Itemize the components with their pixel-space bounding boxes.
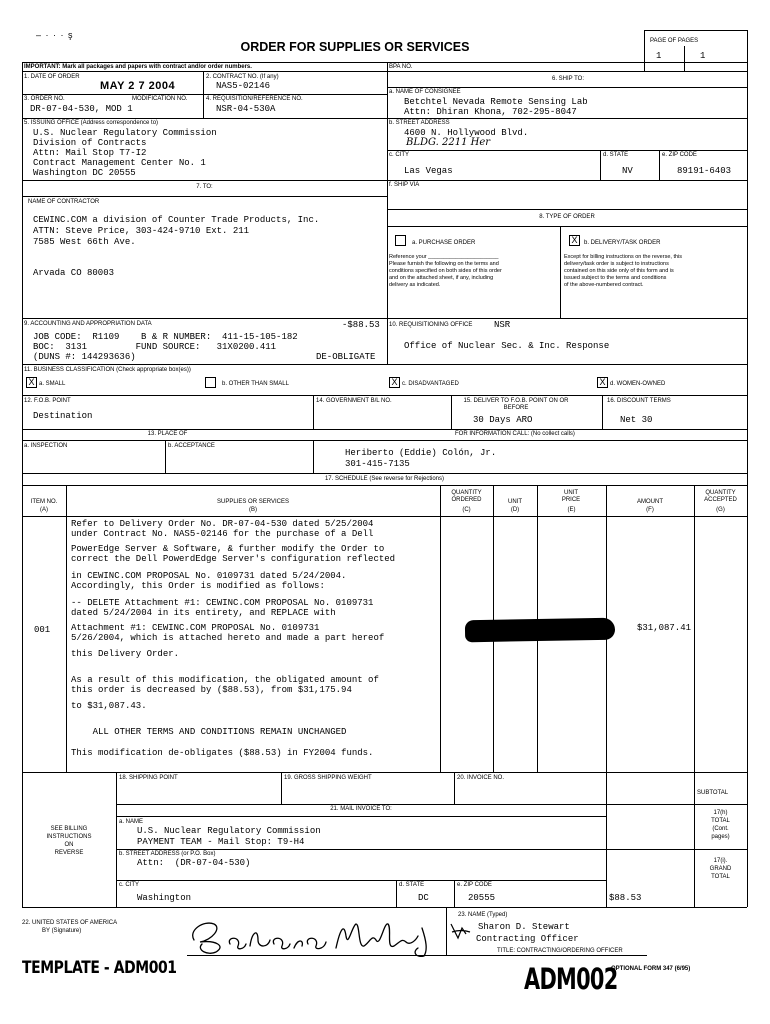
delivery-order-text-1: Except for billing instructions on the reverse, this: [564, 254, 683, 260]
info-phone: 301-415-7135: [345, 459, 410, 469]
accounting-line-1: JOB CODE: R1109 B & R NUMBER: 411-15-105-182: [33, 332, 298, 342]
schedule-text-1b: under Contract No. NAS5-02146 for the purchase of a Dell: [71, 529, 374, 539]
total-17h-1: 17(h): [713, 810, 728, 816]
purchase-order-checkbox[interactable]: [395, 235, 406, 246]
grand-total-17i-3: TOTAL: [711, 874, 730, 880]
requisition-label: 4. REQUISITION/REFERENCE NO.: [206, 96, 303, 102]
col-qty-accepted: QUANTITY ACCEPTED: [704, 490, 737, 503]
see-billing-3: ON: [64, 842, 74, 848]
mail-city-value: Washington: [137, 893, 192, 903]
mail-street-value: Attn: (DR-07-04-530): [137, 858, 251, 868]
deobligate-text: DE-OBLIGATE: [316, 352, 376, 362]
accounting-line-2: BOC: 3131 FUND SOURCE: 31X0200.411: [33, 342, 277, 352]
col-qty-c: (C): [462, 507, 471, 513]
order-no-label: 3. ORDER NO.: [24, 96, 65, 102]
gov-bl-label: 14. GOVERNMENT B/L NO.: [316, 398, 392, 404]
accounting-line-3: (DUNS #: 144293636): [33, 352, 136, 362]
optional-form-label: OPTIONAL FORM 347 (6/95): [611, 966, 691, 972]
mail-state-value: DC: [418, 893, 429, 903]
issuing-office-line-3: Attn: Mail Stop T7-I2: [33, 148, 147, 158]
signature-drawing: [186, 910, 456, 960]
invoice-no-label: 20. INVOICE NO.: [457, 775, 505, 781]
bpa-label: BPA NO.: [389, 64, 413, 70]
contractor-name-label: NAME OF CONTRACTOR: [28, 199, 100, 205]
subtotal-label: SUBTOTAL: [697, 790, 729, 796]
template-label: TEMPLATE - ADM001: [22, 958, 177, 978]
issuing-office-label: 5. ISSUING OFFICE (Address correspondence to): [24, 120, 159, 126]
gross-weight-label: 19. GROSS SHIPPING WEIGHT: [284, 775, 372, 781]
grand-total-17i-1: 17(i).: [713, 858, 728, 864]
col-unit: UNIT: [508, 499, 522, 505]
col-unit-price: UNIT PRICE: [561, 490, 581, 503]
fob-point-value: Destination: [33, 411, 93, 421]
form-title: ORDER FOR SUPPLIES OR SERVICES: [240, 40, 470, 54]
inspection-label: a. INSPECTION: [24, 443, 68, 449]
other-than-small-checkbox[interactable]: [205, 377, 216, 388]
delivery-task-order-label: b. DELIVERY/TASK ORDER: [584, 240, 661, 246]
delivery-order-text-3: contained on this side only of this form and is: [564, 268, 674, 274]
col-item-a: (A): [40, 507, 48, 513]
by-signature-label: BY (Signature): [42, 928, 82, 934]
zip-value: 89191-6403: [677, 166, 732, 176]
col-item-no: ITEM NO.: [30, 499, 58, 505]
schedule-text-2b: correct the Dell PowerdEdge Server's configuration reflected: [71, 554, 396, 564]
schedule-text-9: ALL OTHER TERMS AND CONDITIONS REMAIN UNCHANGED: [71, 727, 347, 737]
info-name: Heriberto (Eddie) Colón, Jr.: [345, 448, 497, 458]
contractor-city: Arvada CO 80003: [33, 268, 115, 278]
contractor-line-2: ATTN: Steve Price, 303-424-9710 Ext. 211: [33, 226, 250, 236]
mail-city-label: c. CITY: [119, 882, 140, 888]
contractor-line-1: CEWINC.COM a division of Counter Trade Products, Inc.: [33, 215, 320, 225]
issuing-office-line-5: Washington DC 20555: [33, 168, 136, 178]
place-of-label: 13. PLACE OF: [147, 431, 188, 437]
initials-mark: [448, 918, 472, 942]
title-label: TITLE: CONTRACTING/ORDERING OFFICER: [497, 948, 623, 954]
mail-street-label: b. STREET ADDRESS (or P.O. Box): [119, 851, 216, 857]
disadvantaged-checkbox[interactable]: X: [389, 377, 400, 388]
amount-value: $31,087.41: [637, 623, 692, 633]
order-no-value: DR-07-04-530, MOD 1: [30, 104, 133, 114]
mail-zip-label: e. ZIP CODE: [457, 882, 492, 888]
mail-name-line-2: PAYMENT TEAM - Mail Stop: T9-H4: [137, 837, 305, 847]
state-value: NV: [622, 166, 633, 176]
requisitioning-office-code: NSR: [494, 320, 511, 330]
typed-name-label: 23. NAME (Typed): [458, 912, 508, 918]
requisitioning-office-label: 10. REQUISITIONING OFFICE: [389, 322, 473, 328]
page-number: 1: [656, 51, 662, 61]
contractor-line-3: 7585 West 66th Ave.: [33, 237, 136, 247]
total-pages: 1: [700, 51, 706, 61]
purchase-order-text-3: conditions specified on both sides of this order: [389, 268, 502, 274]
purchase-order-text-1: Reference your _______________________: [389, 254, 499, 260]
requisitioning-office-value: Office of Nuclear Sec. & Inc. Response: [404, 341, 610, 351]
purchase-order-label: a. PURCHASE ORDER: [412, 240, 476, 246]
requisition-value: NSR-04-530A: [216, 104, 276, 114]
purchase-order-text-4: and on the attached sheet, if any, including: [389, 275, 494, 281]
modification-no-label: MODIFICATION NO.: [132, 96, 188, 102]
corner-scribble: – · · · ş: [36, 30, 74, 40]
deliver-by-label: 15. DELIVER TO F.O.B. POINT ON OR BEFORE: [463, 398, 569, 411]
other-than-small-label: b. OTHER THAN SMALL: [222, 381, 289, 387]
redaction-mark: [465, 618, 615, 643]
schedule-text-5b: 5/26/2004, which is attached hereto and made a part hereof: [71, 633, 385, 643]
total-17h-3: (Cont.: [712, 826, 729, 832]
col-supplies-b: (B): [249, 507, 257, 513]
col-supplies: SUPPLIES OR SERVICES: [217, 499, 289, 505]
schedule-text-3a: in CEWINC.COM PROPOSAL No. 0109731 dated 5/24/2004.: [71, 571, 347, 581]
date-of-order-stamp: MAY 2 7 2004: [100, 80, 176, 92]
total-17h-2: TOTAL: [711, 818, 730, 824]
small-checkbox[interactable]: X: [26, 377, 37, 388]
zip-label: e. ZIP CODE: [662, 152, 697, 158]
see-billing-2: INSTRUCTIONS: [46, 834, 92, 840]
delivery-task-order-checkbox[interactable]: X: [569, 235, 580, 246]
small-label: a. SMALL: [39, 381, 66, 387]
shipping-point-label: 18. SHIPPING POINT: [119, 775, 178, 781]
deliver-by-value: 30 Days ARO: [473, 415, 533, 425]
women-owned-checkbox[interactable]: X: [597, 377, 608, 388]
ship-via-label: f. SHIP VIA: [389, 182, 420, 188]
contract-no-label: 2. CONTRACT NO. (If any): [206, 74, 279, 80]
fob-point-label: 12. F.O.B. POINT: [24, 398, 71, 404]
mail-state-label: d. STATE: [399, 882, 425, 888]
schedule-label: 17. SCHEDULE (See reverse for Rejections): [324, 476, 445, 482]
to-label: 7. TO:: [196, 184, 213, 190]
total-17h-4: pages): [711, 834, 730, 840]
accounting-amount: -$88.53: [342, 320, 380, 330]
grand-total-value: $88.53: [609, 893, 642, 903]
page-of-pages-label: PAGE OF PAGES: [650, 38, 699, 44]
city-value: Las Vegas: [404, 166, 453, 176]
consignee-label: a. NAME OF CONSIGNEE: [389, 89, 461, 95]
handwritten-building: BLDG. 2211 Her: [406, 137, 491, 148]
issuing-office-line-4: Contract Management Center No. 1: [33, 158, 206, 168]
street-address-value: 4600 N. Hollywood Blvd.: [404, 128, 529, 138]
issuing-office-line-1: U.S. Nuclear Regulatory Commission: [33, 128, 217, 138]
adm-label: ADM002: [524, 962, 618, 996]
schedule-text-7b: this order is decreased by ($88.53), from $31,175.94: [71, 685, 352, 695]
schedule-text-10: This modification de-obligates ($88.53) in FY2004 funds.: [71, 748, 374, 758]
usa-label: 22. UNITED STATES OF AMERICA: [22, 920, 118, 926]
schedule-text-3b: Accordingly, this Order is modified as follows:: [71, 581, 325, 591]
item-no-value: 001: [34, 625, 51, 635]
important-note: IMPORTANT: Mark all packages and papers with contract and/or order numbers.: [24, 64, 252, 70]
grand-total-17i-2: GRAND: [709, 866, 732, 872]
typed-name-value: Sharon D. Stewart: [478, 922, 570, 932]
city-label: c. CITY: [389, 152, 410, 158]
date-of-order-label: 1. DATE OF ORDER: [24, 74, 80, 80]
schedule-text-4a: -- DELETE Attachment #1: CEWINC.COM PROPOSAL No. 0109731: [71, 598, 374, 608]
delivery-order-text-2: delivery/task order is subject to instructions: [564, 261, 669, 267]
schedule-text-2a: PowerEdge Server & Software, & further modify the Order to: [71, 544, 385, 554]
mail-name-line-1: U.S. Nuclear Regulatory Commission: [137, 826, 321, 836]
col-amount: AMOUNT: [637, 499, 663, 505]
discount-terms-value: Net 30: [620, 415, 653, 425]
schedule-text-8: to $31,087.43.: [71, 701, 147, 711]
col-price-e: (E): [567, 507, 576, 513]
state-label: d. STATE: [603, 152, 629, 158]
col-amount-f: (F): [646, 507, 654, 513]
schedule-text-1a: Refer to Delivery Order No. DR-07-04-530 dated 5/25/2004: [71, 519, 374, 529]
mail-invoice-label: 21. MAIL INVOICE TO:: [330, 806, 392, 812]
purchase-order-text-2: Please furnish the following on the terms and: [389, 261, 499, 267]
type-of-order-label: 8. TYPE OF ORDER: [539, 214, 595, 220]
col-accepted-g: (G): [716, 507, 725, 513]
mail-zip-value: 20555: [468, 893, 496, 903]
acceptance-label: b. ACCEPTANCE: [168, 443, 215, 449]
street-address-label: b. STREET ADDRESS: [389, 120, 450, 126]
typed-title-value: Contracting Officer: [476, 934, 579, 944]
schedule-text-7a: As a result of this modification, the obligated amount of: [71, 675, 379, 685]
see-billing-1: SEE BILLING: [50, 826, 88, 832]
women-owned-label: d. WOMEN-OWNED: [610, 381, 666, 387]
info-call-label: FOR INFORMATION CALL: (No collect calls): [455, 431, 575, 437]
purchase-order-text-5: delivery as indicated.: [389, 282, 441, 288]
consignee-line-2: Attn: Dhiran Khona, 702-295-8047: [404, 107, 577, 117]
ship-to-label: 6. SHIP TO:: [551, 76, 584, 82]
delivery-order-text-4: issued subject to the terms and conditions: [564, 275, 667, 281]
disadvantaged-label: c. DISADVANTAGED: [402, 381, 459, 387]
see-billing-4: REVERSE: [54, 850, 84, 856]
discount-terms-label: 16. DISCOUNT TERMS: [607, 398, 671, 404]
schedule-text-5a: Attachment #1: CEWINC.COM PROPOSAL No. 0109731: [71, 623, 320, 633]
accounting-label: 9. ACCOUNTING AND APPROPRIATION DATA: [24, 321, 152, 327]
issuing-office-line-2: Division of Contracts: [33, 138, 147, 148]
schedule-text-4b: dated 5/24/2004 in its entirety, and REPLACE with: [71, 608, 336, 618]
schedule-text-6: this Delivery Order.: [71, 649, 180, 659]
col-unit-d: (D): [510, 507, 520, 513]
business-class-label: 11. BUSINESS CLASSIFICATION (Check appropriate box(es)): [24, 367, 191, 373]
contract-no-value: NAS5-02146: [216, 81, 271, 91]
consignee-line-1: Betchtel Nevada Remote Sensing Lab: [404, 97, 588, 107]
mail-name-label: a. NAME: [119, 819, 144, 825]
delivery-order-text-5: of the above-numbered contract.: [564, 282, 644, 288]
col-qty-ordered: QUANTITY ORDERED: [451, 490, 482, 503]
